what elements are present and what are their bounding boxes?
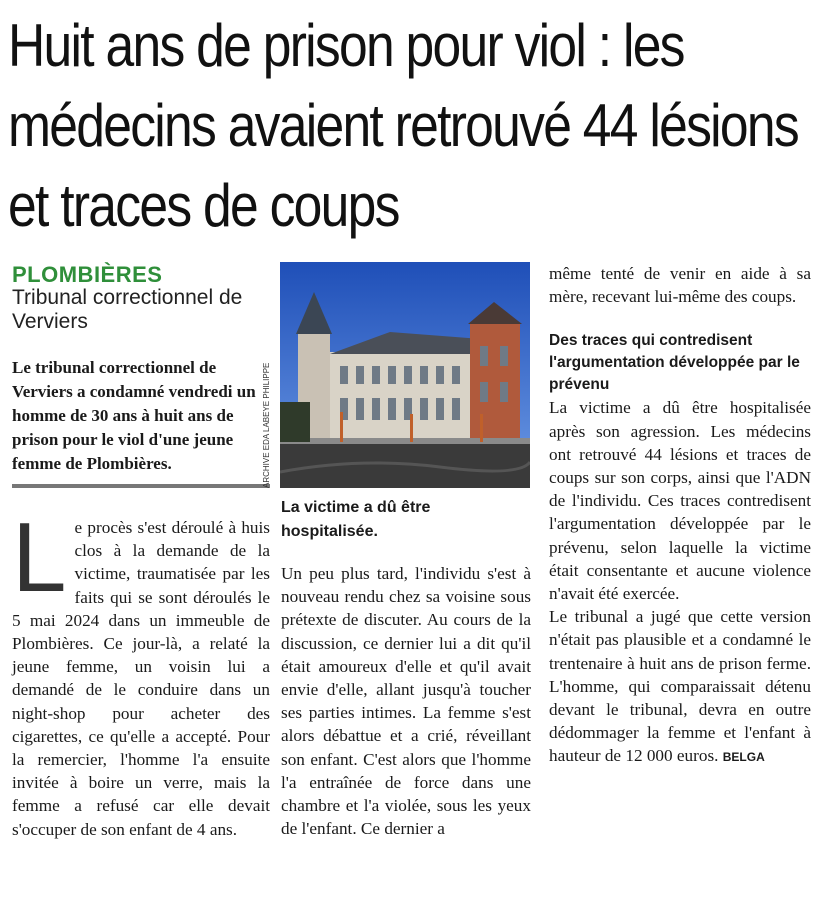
article-column-1 [12,502,270,841]
location-kicker: PLOMBIÈRES [12,262,163,287]
body-paragraph-5: Le tribunal a jugé que cette version n'était pas plausible et a condamné le trentenaire à huit ans de prison ferme. L'homme, qui comparaissait détenu devant le tribunal, devra en outre dédommager la femme et l'enfant à hauteur de 12 000 euros. [549,607,811,766]
agency-signature: BELGA [722,750,765,765]
courthouse-photo [280,262,530,488]
photo-caption: La victime a dû être hospitalisée. [281,499,431,540]
lead-divider [12,484,270,488]
headline: Huit ans de prison pour viol : les médecins avaient retrouvé 44 lésions et traces de coups [8,12,798,239]
body-paragraph-3: même tenté de venir en aide à sa mère, recevant lui-même des coups. [549,264,811,307]
article-column-3 [549,262,811,770]
court-subkicker: Tribunal correctionnel de Verviers [12,286,243,333]
drop-cap: L [12,502,67,612]
subheading: Des traces qui contredisent l'argumentation développée par le prévenu [549,332,800,394]
article-column-2 [281,562,531,840]
body-paragraph-2: Un peu plus tard, l'individu s'est à nouveau rendu chez sa voisine sous prétexte de discuter. Au cours de la discussion, ce dernier lui a dit qu'il était amoureux d'elle et qu'il avait envie d'elle, allant jusqu'à toucher ses parties intimes. La femme s'est alors débattue et a crié, réveillant son enfant. C'est alors que l'homme l'a entraînée de force dans une chambre et l'a violée, sous les yeux de l'enfant. Ce dernier a [281,564,531,839]
photo-credit: ARCHIVE EDA LABEYE PHILIPPE [262,362,271,488]
body-paragraph-1: e procès s'est déroulé à huis clos à la demande de la victime, traumatisée par les faits qui se sont déroulés le 5 mai 2024 dans un immeuble de Plombières. Ce jour-là, a relaté la jeune femme, un voisin lui a demandé de le conduire dans un night-shop pour acheter des cigarettes, ce qu'elle a accepté. Pour la remercier, l'homme l'a ensuite invitée à boire un verre, mais la femme a refusé car elle devait s'occuper de son enfant de 4 ans. [12,518,270,839]
body-paragraph-4: La victime a dû être hospitalisée après son agression. Les médecins ont retrouvé 44 lésions et traces de coups sur son corps, ainsi que l'ADN de l'individu. Ces traces contredisent l'argumentation développée par le prévenu, selon laquelle la victime était consentante et aucune violence n'avait été exercée. [549,398,811,604]
lead-paragraph: Le tribunal correctionnel de Verviers a condamné vendredi un homme de 30 ans à huit ans de prison pour le viol d'une jeune femme de Plombières. [12,358,256,473]
